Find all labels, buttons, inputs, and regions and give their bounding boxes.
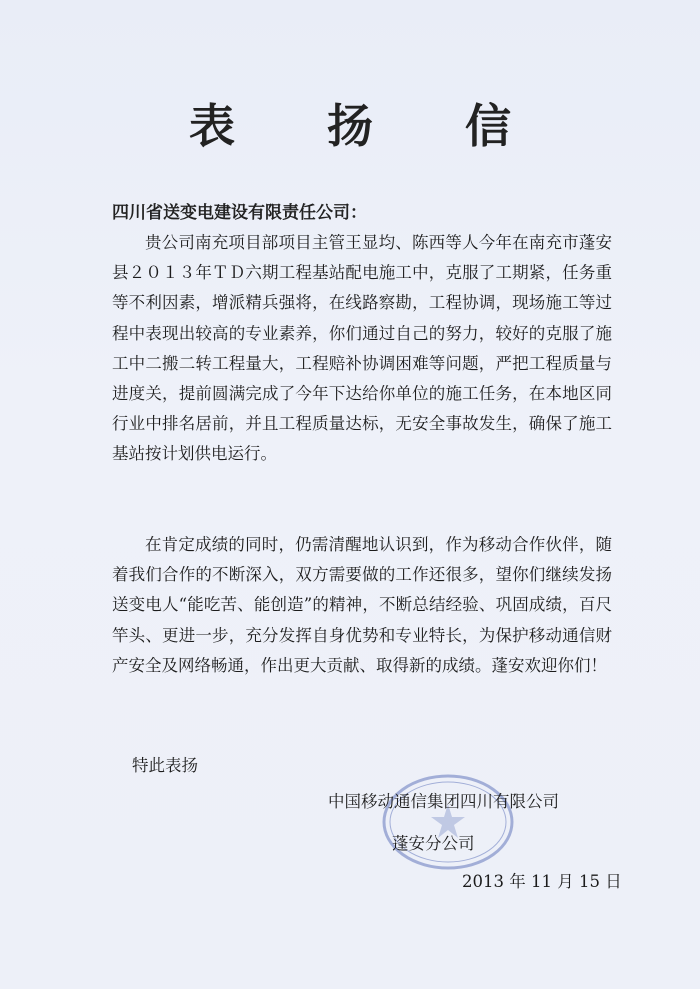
body-paragraph-1: 贵公司南充项目部项目主管王显均、陈西等人今年在南充市蓬安县２０１３年ＴＤ六期工程基站配电施工中，克服了工期紧，任务重等不利因素，增派精兵强将，在线路察勘，工程协调，现场施工等过程中表现出较高的专业素养，你们通过自己的努力，较好的克服了施工中二搬二转工程量大，工程赔补协调困难等问题，严把工程质量与进度关，提前圆满完成了今年下达给你单位的施工任务，在本地区同行业中排名居前，并且工程质量达标，无安全事故发生，确保了施工基站按计划供电运行。 <box>112 233 612 464</box>
company-seal-stamp <box>380 772 516 872</box>
letter-title: 表 扬 信 <box>188 99 550 153</box>
signature-branch: 蓬安分公司 <box>392 834 475 853</box>
salutation: 四川省送变电建设有限责任公司： <box>112 203 367 223</box>
body-paragraph-2: 在肯定成绩的同时，仍需清醒地认识到，作为移动合作伙伴，随着我们合作的不断深入，双方需要做的工作还很多，望你们继续发扬送变电人“能吃苦、能创造”的精神，不断总结经验、巩固成绩，百尺竿头、更进一步，充分发挥自身优势和专业特长，为保护移动通信财产安全及网络畅通，作出更大贡献、取得新的成绩。蓬安欢迎你们！ <box>112 535 612 675</box>
closing-remark: 特此表扬 <box>132 756 198 775</box>
signature-date: 2013 年 11 月 15 日 <box>462 872 622 891</box>
signature-organization: 中国移动通信集团四川有限公司 <box>328 792 559 811</box>
